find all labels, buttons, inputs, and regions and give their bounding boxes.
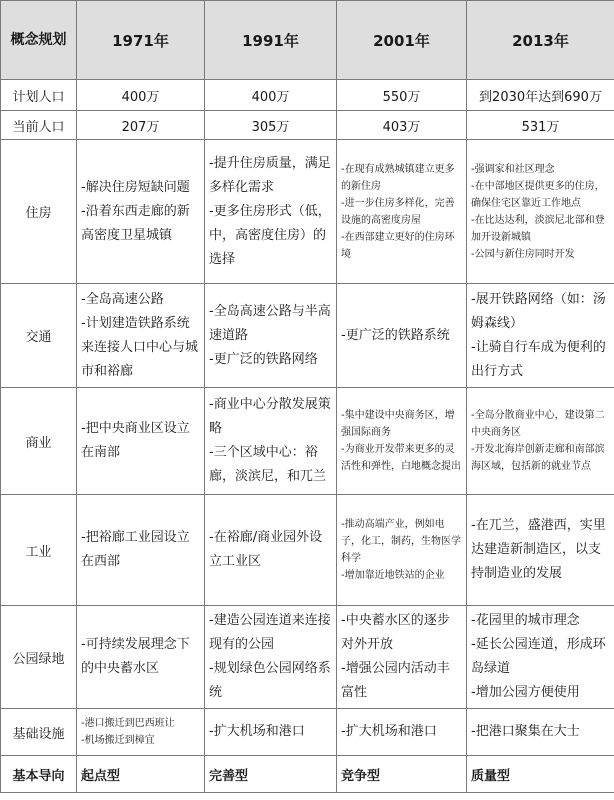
row-label-infrastructure: 基础设施 xyxy=(1,709,77,756)
table-row xyxy=(1,709,614,756)
row-label-traffic: 交通 xyxy=(1,284,77,388)
row-label-commerce: 商业 xyxy=(1,388,77,495)
table-cell xyxy=(337,606,467,709)
table-cell xyxy=(467,284,614,388)
table-cell: 完善型 xyxy=(205,756,337,793)
table-row xyxy=(1,80,614,111)
table-row xyxy=(1,388,614,495)
cell-line: -可持续发展理念下的中央蓄水区 xyxy=(81,637,190,676)
table-cell: 到2030年达到690万 xyxy=(467,80,614,111)
corner-header: 概念规划 xyxy=(1,1,77,80)
cell-line: -强调家和社区理念 xyxy=(471,163,555,175)
table-cell xyxy=(467,606,614,709)
table-cell xyxy=(77,284,205,388)
row-label-park: 公园绿地 xyxy=(1,606,77,709)
cell-line: -在西部建立更好的住房环境 xyxy=(341,231,455,260)
cell-line: -全岛高速公路 xyxy=(81,291,164,307)
cell-line: -展开铁路网络（如：汤姆森线） xyxy=(471,291,606,331)
table-row xyxy=(1,606,614,709)
year-header-1991: 1991年 xyxy=(205,1,337,80)
cell-line: -商业中心分散发展策略 xyxy=(209,397,331,436)
table-cell xyxy=(337,388,467,495)
table-cell: 305万 xyxy=(205,111,337,140)
cell-line: -三个区域中心：裕廊，淡滨尼，和兀兰 xyxy=(209,445,327,484)
table-cell xyxy=(467,140,614,284)
table-cell xyxy=(77,388,205,495)
cell-line: -机场搬迁到樟宜 xyxy=(81,735,155,746)
table-cell: 550万 xyxy=(337,80,467,111)
cell-line: -规划绿色公园网络系统 xyxy=(209,661,331,700)
table-cell xyxy=(77,495,205,606)
year-header-1971: 1971年 xyxy=(77,1,205,80)
cell-line: -为商业开发带来更多的灵活性和弹性，白地概念提出 xyxy=(341,444,461,472)
cell-line: -在兀兰，盛港西，实里达建造新制造区，以支持制造业的发展 xyxy=(471,518,606,581)
cell-line: -开发北海岸创新走廊和南部滨海区域，包括新的就业节点 xyxy=(471,444,605,472)
table-cell: 531万 xyxy=(467,111,614,140)
cell-line: -更广泛的铁路网络 xyxy=(209,351,318,367)
table-cell xyxy=(77,606,205,709)
table-cell: 竞争型 xyxy=(337,756,467,793)
cell-line: -更多住房形式（低，中，高密度住房）的选择 xyxy=(209,203,331,267)
table-cell: 207万 xyxy=(77,111,205,140)
table-row xyxy=(1,495,614,606)
table-cell xyxy=(205,284,337,388)
cell-line: -扩大机场和港口 xyxy=(209,724,305,739)
table-cell xyxy=(467,388,614,495)
table-cell xyxy=(337,140,467,284)
cell-line: -全岛分散商业中心，建设第二中央商务区 xyxy=(471,410,605,438)
table-cell: 质量型 xyxy=(467,756,614,793)
cell-line: -建造公园连道来连接现有的公园 xyxy=(209,613,331,652)
cell-line: -提升住房质量，满足多样化需求 xyxy=(209,155,331,195)
cell-line: -增加公园方便使用 xyxy=(471,685,580,700)
table-cell: 400万 xyxy=(77,80,205,111)
table-row xyxy=(1,111,614,140)
cell-line: -在中部地区提供更多的住房，确保住宅区靠近工作地点 xyxy=(471,180,605,209)
table-cell xyxy=(467,709,614,756)
cell-line: -全岛高速公路与半高速道路 xyxy=(209,303,331,343)
cell-line: -解决住房短缺问题 xyxy=(81,179,190,195)
cell-line: -集中建设中央商务区，增强国际商务 xyxy=(341,410,455,438)
cell-line: -推动高端产业，例如电子，化工，制药，生物医学科学 xyxy=(341,519,461,564)
table-cell xyxy=(77,709,205,756)
table-row xyxy=(1,756,614,793)
cell-line: -在现有成熟城镇建立更多的新住房 xyxy=(341,163,455,192)
table-cell xyxy=(205,709,337,756)
table-cell xyxy=(205,495,337,606)
table-cell xyxy=(467,495,614,606)
cell-line: -计划建造铁路系统来连接人口中心与城市和裕廊 xyxy=(81,315,199,379)
cell-line: -港口搬迁到巴西班让 xyxy=(81,718,175,729)
cell-line: -进一步住房多样化，完善设施的高密度房屋 xyxy=(341,197,455,226)
table-row xyxy=(1,284,614,388)
cell-line: -沿着东西走廊的新高密度卫星城镇 xyxy=(81,203,190,243)
table-cell xyxy=(77,140,205,284)
cell-line: -公园与新住房同时开发 xyxy=(471,248,575,260)
year-header-2013: 2013年 xyxy=(467,1,614,80)
row-label-industry: 工业 xyxy=(1,495,77,606)
cell-line: -让骑自行车成为便利的出行方式 xyxy=(471,339,606,379)
table-cell xyxy=(337,495,467,606)
cell-line: -扩大机场和港口 xyxy=(341,724,437,739)
cell-line: -更广泛的铁路系统 xyxy=(341,327,450,343)
row-label-planned-population: 计划人口 xyxy=(1,80,77,111)
table-cell xyxy=(337,709,467,756)
table-cell xyxy=(337,284,467,388)
cell-line: -把中央商业区设立在南部 xyxy=(81,421,190,460)
cell-line: -中央蓄水区的逐步对外开放 xyxy=(341,613,450,652)
cell-line: -增强公园内活动丰富性 xyxy=(341,661,450,700)
row-label-housing: 住房 xyxy=(1,140,77,284)
cell-line: -延长公园连道，形成环岛绿道 xyxy=(471,637,606,676)
cell-line: -把裕廊工业园设立在西部 xyxy=(81,530,190,569)
table-row xyxy=(1,140,614,284)
cell-line: -增加靠近地铁站的企业 xyxy=(341,570,445,581)
year-header-2001: 2001年 xyxy=(337,1,467,80)
cell-line: -在比达达利，淡滨尼北部和登加开设新城镇 xyxy=(471,214,605,243)
table-cell: 起点型 xyxy=(77,756,205,793)
cell-line: -在裕廊/商业园外设立工业区 xyxy=(209,530,323,569)
table-cell xyxy=(205,388,337,495)
table-cell: 403万 xyxy=(337,111,467,140)
cell-line: -把港口聚集在大士 xyxy=(471,724,580,739)
cell-line: -花园里的城市理念 xyxy=(471,613,580,628)
table-cell xyxy=(205,606,337,709)
table-cell xyxy=(205,140,337,284)
row-label-orientation: 基本导向 xyxy=(1,756,77,793)
header-row xyxy=(1,1,614,80)
table-cell: 400万 xyxy=(205,80,337,111)
row-label-current-population: 当前人口 xyxy=(1,111,77,140)
